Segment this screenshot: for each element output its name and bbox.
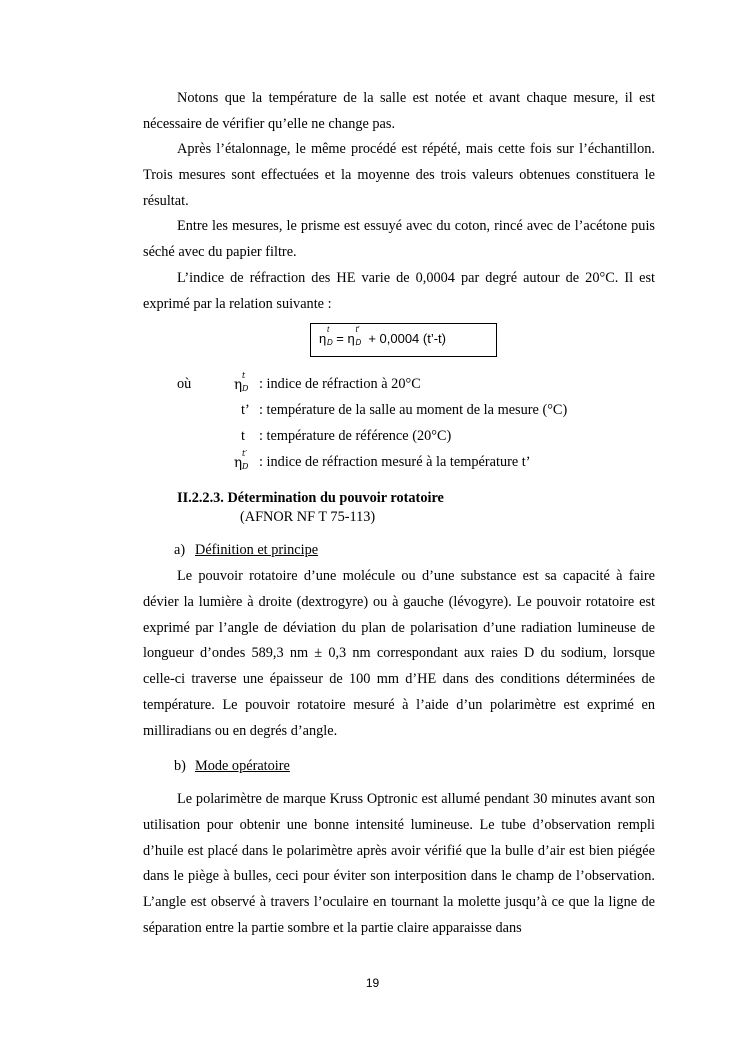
formula-rest: + 0,0004 (t’-t) [368,331,446,346]
formula-box [310,323,497,357]
subsection-a-marker: a) [174,542,186,558]
subsection-b-title: Mode opératoire [195,758,290,774]
section-reference: (AFNOR NF T 75-113) [240,509,376,525]
formula-equals: = [336,331,344,346]
formula-eta-tprime: η t′ D [347,325,362,347]
refraction-formula [319,325,446,347]
page-number: 19 [365,976,380,990]
paragraph-refractive-index: L’indice de réfraction des HE varie de 0,0004 par degré autour de 20°C. Il est exprimé par la relation suivante : [143,270,655,312]
def-text-eta-tprime: : indice de réfraction mesuré à la température t’ [259,454,531,470]
where-label: où [177,376,192,392]
subsection-b-marker: b) [174,758,186,774]
paragraph-temperature-check: Notons que la température de la salle est notée et avant chaque mesure, il est nécessaire de vérifier qu’elle ne change pas. [143,90,655,132]
paragraph-definition: Le pouvoir rotatoire d’une molécule ou d’une substance est sa capacité à faire dévier la lumière à droite (dextrogyre) ou à gauche (lévogyre). Le pouvoir rotatoire est exprimé par l’angle de déviation du plan de polarisation d’une radiation lumineuse de longueur d’ondes 589,3 nm ± 0,3 nm correspondant aux raies D du sodium, lorsque celle-ci traverse une épaisseur de 100 mm d’HE dans des conditions déterminées de température. Le pouvoir rotatoire mesuré à l’aide d’un polarimètre est exprimé en milliradians ou en degrés d’angle. [143,568,655,739]
subsection-a-title: Définition et principe [195,542,319,558]
paragraph-calibration: Après l’étalonnage, le même procédé est répété, mais cette fois sur l’échantillon. Trois mesures sont effectuées et la moyenne des trois valeurs obtenues constituera le résultat. [143,141,655,209]
paragraph-cleaning: Entre les mesures, le prisme est essuyé avec du coton, rincé avec de l’acétone puis séché avec du papier filtre. [143,218,655,260]
def-symbol-eta-tprime: η t′ D [234,449,249,471]
section-heading: II.2.2.3. Détermination du pouvoir rotatoire [177,490,444,506]
def-symbol-eta-t: η t D [234,371,249,393]
def-text-eta-t: : indice de réfraction à 20°C [259,376,421,392]
def-symbol-tprime: t’ [241,402,250,418]
def-symbol-t: t [241,428,245,444]
formula-eta-t: η t D [319,325,333,347]
paragraph-procedure: Le polarimètre de marque Kruss Optronic est allumé pendant 30 minutes avant son utilisation pour obtenir une bonne intensité lumineuse. Le tube d’observation rempli d’huile est placé dans le polarimètre après avoir vérifié que la bulle d’air est bien piégée dans le piège à bulles, ceci pour éviter son interposition dans le champ de l’observation. L’angle est observé à travers l’oculaire en tournant la molette jusqu’à ce que la ligne de séparation entre la partie sombre et la partie claire apparaisse dans [143,791,655,936]
def-text-t: : température de référence (20°C) [259,428,452,444]
def-text-tprime: : température de la salle au moment de la mesure (°C) [259,402,568,418]
